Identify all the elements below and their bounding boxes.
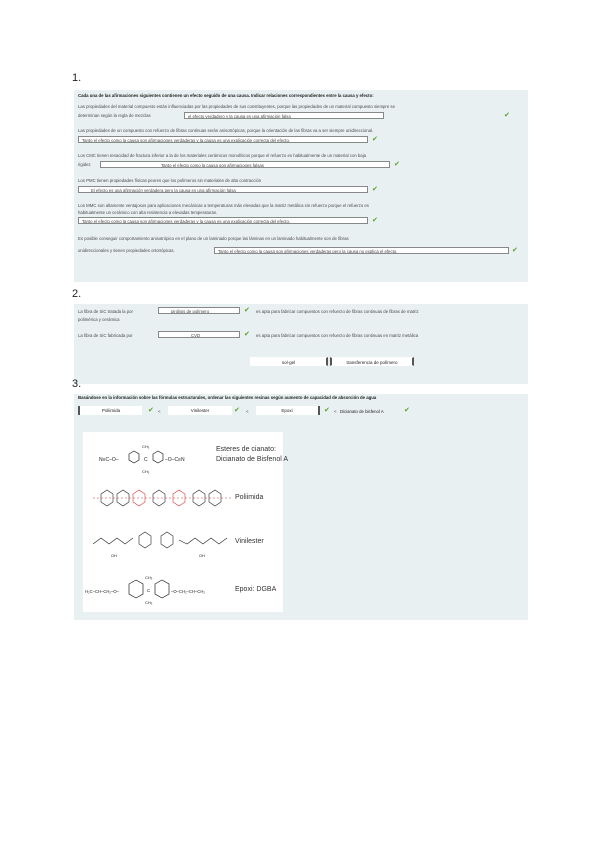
q3-order-slot-1[interactable]: Poliimida bbox=[78, 406, 142, 415]
check-icon: ✔ bbox=[244, 307, 250, 314]
check-icon: ✔ bbox=[148, 407, 154, 414]
cyanate-right: –O–C≡N bbox=[165, 457, 185, 463]
check-icon: ✔ bbox=[234, 407, 240, 414]
check-icon: ✔ bbox=[404, 407, 410, 414]
benzene-ring bbox=[153, 451, 163, 463]
vinylester-oh-left: OH bbox=[111, 553, 117, 558]
label-vinylester: Vinilester bbox=[235, 538, 264, 545]
q3-order-slot-3[interactable]: Epoxi bbox=[256, 406, 320, 415]
check-icon: ✔ bbox=[504, 112, 510, 119]
q1-item-1-text: Las propiedades del material compuesto están influenciadas por las propiedades de sus constituyentes, porque las propiedades de un material compuesto siempre se bbox=[78, 104, 395, 109]
q2-line1-b: es apta para fabricar compuestos con refuerzo de fibras continuas de fibras de matriz bbox=[256, 309, 419, 314]
q3-sep-3: < bbox=[334, 409, 337, 414]
q1-item-5-text2: habitualmente un cerámico con alta resistencia a elevadas temperaturas. bbox=[78, 210, 218, 215]
q2-option-transfer[interactable]: transferencia de polímero bbox=[330, 357, 414, 366]
q1-item-6-text: Es posible conseguir comportamiento anisotrópico en el plano de un laminado porque las láminas en un laminado habitualmente son de fibras bbox=[78, 236, 349, 241]
check-icon: ✔ bbox=[372, 217, 378, 224]
epoxy-center-c: C bbox=[147, 588, 151, 593]
q1-item-5-select[interactable]: Tanto el efecto como la causa son afirmaciones verdaderas y la causa es una explicación correcta del efecto. bbox=[78, 217, 368, 224]
q1-item-3-text: Los CMC tienen tenacidad de fractura inferior a la de los materiales cerámicos monolíticos porque el refuerzo es habitualmente de un material con baja bbox=[78, 153, 367, 158]
label-epoxy: Epoxi: DGBA bbox=[235, 586, 277, 593]
question-1-number: 1. bbox=[72, 72, 82, 84]
q1-item-4-select[interactable]: El efecto es una afirmación verdadera pero la causa es una afirmación falsa bbox=[78, 186, 368, 193]
q1-item-4-text: Los PMC tienen propiedades físicas peores que los polímeros sin materiales de alta contracción bbox=[78, 178, 262, 183]
epoxy-right: –O–CH₂–CH–CH₂ bbox=[171, 589, 205, 594]
cyanate-ch3-bottom: CH₃ bbox=[142, 469, 150, 474]
q2-select-1[interactable]: pirólisis de polímero bbox=[158, 307, 240, 314]
check-icon: ✔ bbox=[372, 186, 378, 193]
q3-header: Basándose en la información sobre las fórmulas estructurales, ordenar las siguientes resinas según aumento de capacidad de absorción de agua bbox=[78, 395, 377, 400]
epoxy-ch3-top: CH₃ bbox=[145, 575, 153, 580]
q1-item-6-text2: unidireccionales y tienen propiedades ortotrópicas. bbox=[78, 248, 175, 253]
label-cyanate: Esteres de cianato: bbox=[216, 446, 276, 453]
benzene-ring bbox=[129, 580, 143, 598]
q2-line1-a: La fibra de SiC tratada la por bbox=[78, 309, 133, 314]
q1-item-2-select[interactable]: Tanto el efecto como la causa son afirmaciones verdaderas y la causa es una explicación correcta del efecto. bbox=[78, 136, 368, 143]
q1-item-1-select[interactable]: el efecto verdadero y la causa es una afirmación falsa bbox=[184, 112, 384, 119]
question-2-panel bbox=[74, 304, 528, 384]
q1-item-2-text: Las propiedades de un compuesto con refuerzo de fibras continuas serán anisotrópicas, porque la orientación de las fibras va a ser siempre unidireccional. bbox=[78, 128, 374, 133]
epoxy-left: H₂C–CH–CH₂–O– bbox=[85, 589, 119, 594]
question-2-number: 2. bbox=[72, 288, 82, 300]
check-icon: ✔ bbox=[372, 136, 378, 143]
vinylester-structure bbox=[93, 532, 227, 548]
q1-item-1-text2: determinan según la regla de mezclas bbox=[78, 113, 151, 118]
vinylester-oh-right: OH bbox=[199, 553, 205, 558]
q2-line2-b: es apta para fabricar compuestos con refuerzo de fibras continuas en matriz metálica bbox=[256, 333, 419, 338]
check-icon: ✔ bbox=[324, 407, 330, 414]
cyanate-left: N≡C–O– bbox=[99, 457, 119, 463]
q2-line2-a: La fibra de SiC fabricada por bbox=[78, 333, 133, 338]
benzene-ring bbox=[129, 451, 139, 463]
cyanate-ch3-top: CH₃ bbox=[142, 444, 150, 449]
epoxy-ch3-bottom: CH₃ bbox=[145, 600, 153, 605]
question-1-panel bbox=[74, 90, 528, 282]
q1-header: Cada una de las afirmaciones siguientes contienen un efecto seguido de una causa. Indicar relaciones correspondientes entre la causa y efecto: bbox=[78, 93, 374, 98]
question-3-number: 3. bbox=[72, 378, 82, 390]
q3-order-slot-4[interactable]: Dicianato de bisfenol A bbox=[340, 409, 384, 414]
check-icon: ✔ bbox=[512, 247, 518, 254]
q3-sep-1: < bbox=[158, 409, 161, 414]
polyimide-structure bbox=[93, 490, 231, 506]
q3-order-slot-2[interactable]: Vinilester bbox=[168, 406, 232, 415]
q1-item-6-select[interactable]: Tanto el efecto como la causa son afirmaciones verdaderas pero la causa no explica el efecto. bbox=[214, 247, 509, 254]
q2-select-2[interactable]: CVD bbox=[158, 331, 240, 338]
q1-item-3-select[interactable]: Tanto el efecto como la causa son afirmaciones falsas bbox=[100, 161, 390, 168]
structural-formulas-figure bbox=[83, 432, 288, 612]
check-icon: ✔ bbox=[244, 331, 250, 338]
q3-sep-2: < bbox=[246, 409, 249, 414]
check-icon: ✔ bbox=[394, 161, 400, 168]
q1-item-5-text: Los MMC son altamente ventajosos para aplicaciones mecánicas a temperaturas más elevadas que la matriz metálica sin refuerzo porque el refuerzo es bbox=[78, 203, 369, 208]
q2-line1-c: polimérica y cerámica bbox=[78, 317, 120, 322]
label-polyimide: Poliimida bbox=[235, 494, 264, 501]
label-cyanate-2: Dicianato de Bisfenol A bbox=[216, 456, 288, 463]
benzene-ring bbox=[155, 580, 169, 598]
q1-item-3-text2: rigidez bbox=[78, 162, 91, 167]
q2-option-sol-gel[interactable]: sol-gel bbox=[250, 357, 328, 366]
cyanate-center-c: C bbox=[144, 457, 148, 463]
